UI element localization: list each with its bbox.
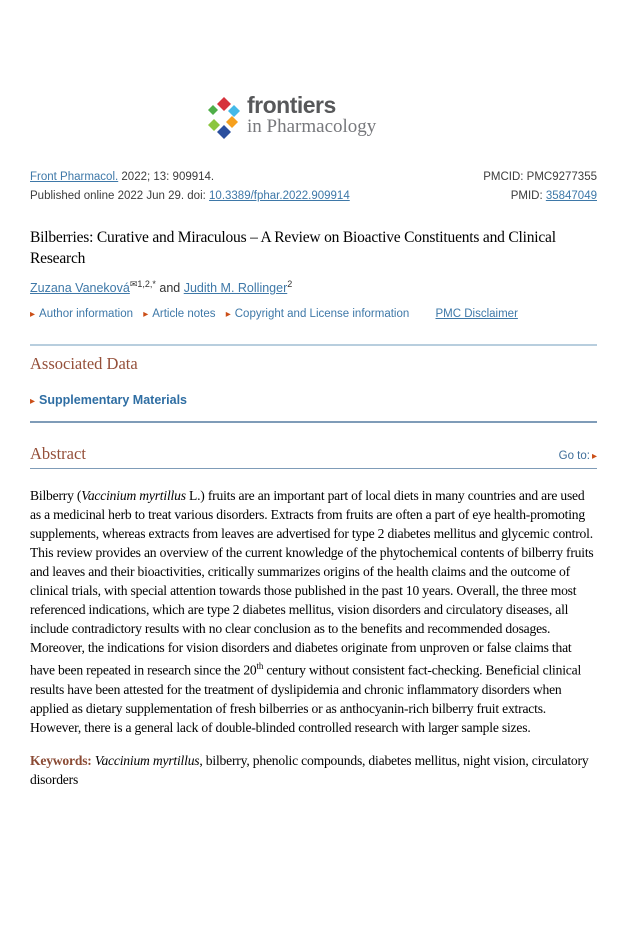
keywords-label: Keywords: (30, 752, 92, 768)
goto-arrow-icon: ▸ (591, 451, 597, 463)
citation-row-2 (30, 187, 597, 206)
author-link-rollinger[interactable]: Judith M. Rollinger (183, 281, 288, 296)
abstract-paragraph (30, 486, 597, 737)
author1-affiliation-marks: ✉1,2,* (129, 279, 156, 289)
supplementary-materials-link[interactable]: Supplementary Materials (39, 393, 187, 408)
associated-data-heading: Associated Data (30, 354, 138, 374)
pmid-line (511, 187, 597, 206)
frontiers-logo-icon (205, 95, 243, 141)
copyright-license-link[interactable]: Copyright and License information (234, 308, 410, 321)
author-information-link[interactable]: Author information (39, 308, 133, 321)
arrow-bullet-icon: ▸ (30, 309, 36, 321)
authors-joiner: and (155, 281, 184, 296)
pmc-disclaimer-link[interactable]: PMC Disclaimer (435, 308, 518, 321)
abstract-text-post: century without consistent fact-checking. Beneficial clinical results have been attested for the treatment of dyslipidemia and chronic inflammatory disorders when applied as dietary supplementation of fresh bilberries or as anthocyanin-rich bilberry fruit extracts. However, there is a general lack of double-blinded controlled research with larger sample sizes. (30, 662, 582, 735)
pmc-article-page (0, 93, 625, 926)
species-name-italic: Vaccinium myrtillus (81, 488, 186, 504)
copyright-license-item (226, 308, 410, 320)
arrow-bullet-icon: ▸ (143, 309, 149, 321)
abstract-text-pre: Bilberry ( (30, 488, 82, 504)
abstract-text-mid: L.) fruits are an important part of local diets in many countries and are used as a medicinal herb to treat various disorders. Extracts from fruits are often a part of eye health-promoting supplements, whereas extracts from leaves are advertised for type 2 diabetes mellitus and glycemic control. This review provides an overview of the current knowledge of the phytochemical contents of bilberry fruits and leaves and their bioactivities, critically summarizes origins of the health claims and the outcome of clinical trials, with special attention towards those published in the past 10 years. Overall, the three most referenced indications, which are type 2 diabetes mellitus, vision disorders and circulatory diseases, all include contradictory results with no clear conclusion as to the benefits and recommended dosages. Moreover, the indications for vision disorders and diabetes originate from unproven or false claims that have been repeated in research since the 20 (30, 488, 594, 678)
ordinal-superscript: th (256, 661, 264, 672)
published-text: Published online 2022 Jun 29. doi: (30, 190, 210, 202)
keywords-line (30, 751, 597, 789)
pmcid-text: PMCID: PMC9277355 (483, 171, 597, 183)
article-meta-links (30, 308, 595, 320)
author2-affiliation-marks: 2 (287, 279, 293, 289)
logo-brand-text: frontiers (247, 92, 336, 118)
journal-citation (30, 168, 214, 187)
author-link-vanekova[interactable]: Zuzana Vaneková (30, 281, 130, 296)
published-line (30, 187, 350, 206)
arrow-bullet-icon: ▸ (30, 396, 36, 408)
pmid-label: PMID: (510, 190, 546, 202)
journal-link[interactable]: Front Pharmacol. (30, 171, 119, 183)
goto-label: Go to: (558, 450, 590, 463)
pmid-link[interactable]: 35847049 (545, 190, 597, 202)
arrow-bullet-icon: ▸ (225, 309, 231, 321)
article-notes-item (143, 308, 215, 320)
abstract-header-row (30, 444, 597, 469)
associated-data-section (30, 344, 597, 423)
author-information-item (30, 308, 133, 320)
article-notes-link[interactable]: Article notes (152, 308, 216, 321)
supplementary-materials-row (30, 393, 597, 407)
goto-link[interactable] (559, 450, 597, 462)
citation-block (30, 168, 597, 206)
citation-row-1 (30, 168, 597, 187)
article-title: Bilberries: Curative and Miraculous – A Review on Bioactive Constituents and Clinical Research (30, 229, 556, 267)
journal-logo (205, 93, 625, 141)
abstract-heading: Abstract (30, 444, 86, 464)
authors-line (30, 279, 595, 295)
keywords-rest: , bilberry, phenolic compounds, diabetes mellitus, night vision, circulatory disorders (30, 752, 589, 787)
abstract-section (30, 444, 597, 789)
logo-wordmark (247, 93, 376, 137)
keywords-species-italic: Vaccinium myrtillus (94, 752, 200, 768)
doi-link[interactable]: 10.3389/fphar.2022.909914 (209, 190, 350, 202)
logo-journal-text: in Pharmacology (247, 116, 377, 137)
citation-issue-text: 2022; 13: 909914. (118, 171, 215, 183)
